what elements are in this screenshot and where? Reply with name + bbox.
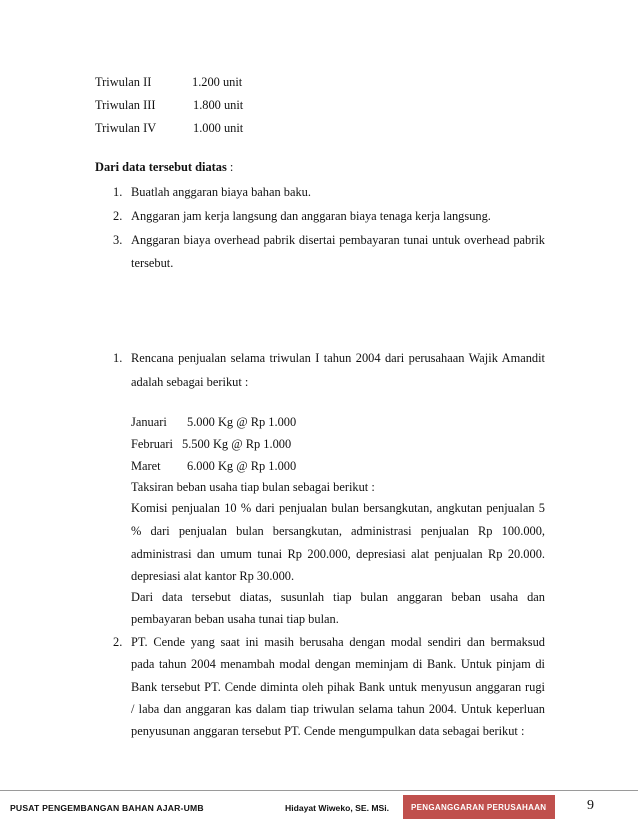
task-text: Buatlah anggaran biaya bahan baku. — [131, 185, 311, 199]
triwulan-value: 1.000 unit — [193, 121, 244, 135]
case-para-line: Taksiran beban usaha tiap bulan sebagai berikut : — [131, 480, 375, 494]
task-text-continued: tersebut. — [131, 256, 174, 270]
case-line: pada tahun 2004 menambah modal dengan meminjam di Bank. Untuk pinjam di — [131, 657, 545, 671]
task-number: 2. — [113, 209, 123, 223]
sales-month: Januari — [131, 415, 167, 429]
task-number: 1. — [113, 185, 123, 199]
case-number: 2. — [113, 635, 123, 649]
sales-qty: 6.000 Kg @ Rp 1.000 — [187, 459, 297, 473]
case-line: penyusunan anggaran tersebut PT. Cende mengumpulkan data sebagai berikut : — [131, 724, 525, 738]
case-line: PT. Cende yang saat ini masih berusaha dengan modal sendiri dan bermaksud — [131, 635, 545, 649]
case-line: Bank tersebut PT. Cende diminta oleh pihak Bank untuk menyusun anggaran rugi — [131, 680, 545, 694]
triwulan-value: 1.800 unit — [193, 98, 244, 112]
case-para-line: % dari penjualan bulan bersangkutan, administrasi penjualan Rp 100.000, — [131, 524, 545, 538]
case-para-line: Dari data tersebut diatas, susunlah tiap bulan anggaran beban usaha dan — [131, 590, 545, 604]
task-text: Anggaran jam kerja langsung dan anggaran biaya tenaga kerja langsung. — [131, 209, 491, 223]
footer-author: Hidayat Wiweko, SE. MSi. — [285, 803, 390, 813]
case-number: 1. — [113, 351, 123, 365]
case-line: adalah sebagai berikut : — [131, 375, 249, 389]
footer-course: PENGANGGARAN PERUSAHAAN — [411, 803, 547, 812]
triwulan-label: Triwulan IV — [95, 121, 157, 135]
triwulan-label: Triwulan III — [95, 98, 156, 112]
case-para-line: Komisi penjualan 10 % dari penjualan bulan bersangkutan, angkutan penjualan 5 — [131, 501, 545, 515]
case-para-line: pembayaran beban usaha tunai tiap bulan. — [131, 612, 339, 626]
triwulan-value: 1.200 unit — [192, 75, 243, 89]
task-text: Anggaran biaya overhead pabrik disertai pembayaran tunai untuk overhead pabrik — [131, 233, 545, 247]
section-heading — [95, 159, 233, 175]
footer-divider — [0, 790, 638, 791]
case-line: / laba dan anggaran kas dalam tiap triwulan selama tahun 2004. Untuk keperluan — [131, 702, 545, 716]
sales-month: Maret — [131, 459, 161, 473]
case-line: Rencana penjualan selama triwulan I tahun 2004 dari perusahaan Wajik Amandit — [131, 351, 545, 365]
sales-qty: 5.500 Kg @ Rp 1.000 — [182, 437, 292, 451]
sales-month: Februari — [131, 437, 173, 451]
footer-course-badge — [403, 795, 555, 819]
task-number: 3. — [113, 233, 123, 247]
footer-institution: PUSAT PENGEMBANGAN BAHAN AJAR-UMB — [10, 803, 204, 813]
triwulan-label: Triwulan II — [95, 75, 152, 89]
section-heading-bold: Dari data tersebut diatas — [95, 160, 227, 174]
page-footer — [0, 792, 638, 826]
sales-qty: 5.000 Kg @ Rp 1.000 — [187, 415, 297, 429]
page-number: 9 — [587, 798, 594, 813]
case-para-line: depresiasi alat kantor Rp 30.000. — [131, 569, 295, 583]
case-para-line: administrasi dan umum tunai Rp 200.000, depresiasi alat penjualan Rp 20.000. — [131, 547, 545, 561]
section-heading-tail: : — [226, 160, 234, 174]
